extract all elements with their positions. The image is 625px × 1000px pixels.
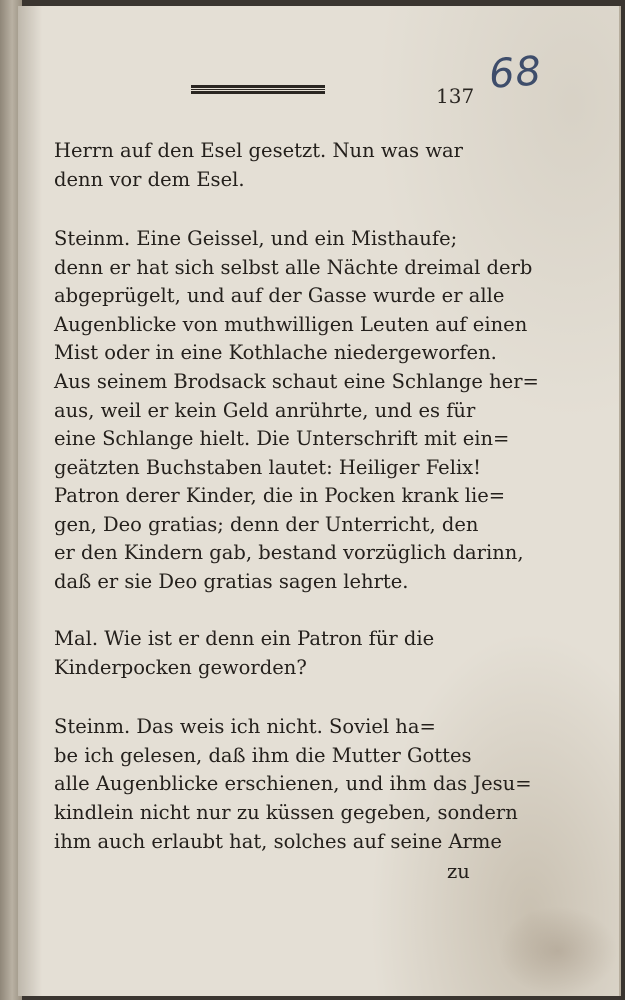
text-line: ihm auch erlaubt hat, solches auf seine Arme (54, 830, 502, 853)
text-line: abgeprügelt, und auf der Gasse wurde er alle (54, 284, 505, 307)
page-number: 137 (436, 84, 475, 108)
text-line: denn vor dem Esel. (54, 168, 245, 191)
header-rule (191, 85, 325, 94)
text-line: Aus seinem Brodsack schaut eine Schlange her= (54, 370, 539, 393)
text-line: Mist oder in eine Kothlache niedergeworfen. (54, 341, 497, 364)
text-line: kindlein nicht nur zu küssen gegeben, sondern (54, 801, 518, 824)
text-line: geätzten Buchstaben lautet: Heiliger Felix! (54, 456, 482, 479)
text-line: Herrn auf den Esel gesetzt. Nun was war (54, 139, 463, 162)
text-line: daß er sie Deo gratias sagen lehrte. (54, 570, 409, 593)
text-line: be ich gelesen, daß ihm die Mutter Gottes (54, 744, 472, 767)
text-line: Steinm. Das weis ich nicht. Soviel ha= (54, 715, 436, 738)
text-line: Augenblicke von muthwilligen Leuten auf einen (54, 313, 528, 336)
text-line: aus, weil er kein Geld anrührte, und es für (54, 399, 476, 422)
text-line: denn er hat sich selbst alle Nächte dreimal derb (54, 256, 533, 279)
text-line: Kinderpocken geworden? (54, 656, 307, 679)
handwritten-folio-number: 68 (487, 48, 544, 98)
text-line: Mal. Wie ist er denn ein Patron für die (54, 627, 435, 650)
text-line: alle Augenblicke erschienen, und ihm das Jesu= (54, 772, 532, 795)
paper-stain (498, 906, 618, 996)
text-line: Steinm. Eine Geissel, und ein Misthaufe; (54, 227, 458, 250)
catchword: zu (447, 860, 470, 883)
text-line: er den Kindern gab, bestand vorzüglich darinn, (54, 541, 524, 564)
text-line: eine Schlange hielt. Die Unterschrift mit ein= (54, 427, 510, 450)
text-line: gen, Deo gratias; denn der Unterricht, den (54, 513, 479, 536)
text-line: Patron derer Kinder, die in Pocken krank lie= (54, 484, 506, 507)
